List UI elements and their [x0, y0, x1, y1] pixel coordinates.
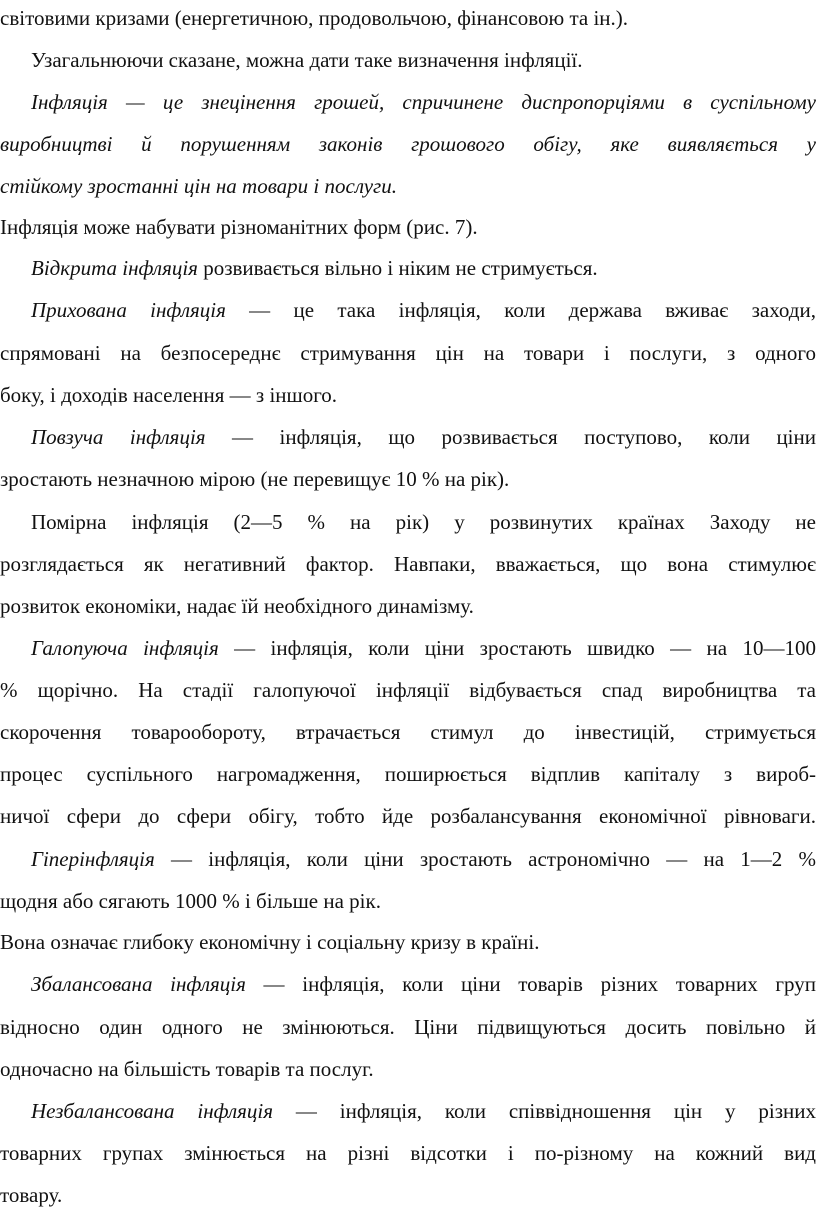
text-run: товару. — [0, 1183, 63, 1207]
text-run: одночасно на більшість товарів та послуг. — [0, 1057, 374, 1081]
hyperinflation-line-2 — [0, 886, 816, 916]
definition-line-1 — [0, 87, 816, 117]
text-run: % щорічно. На стадії галопуючої інфляції відбувається спад виробництва та — [0, 678, 816, 702]
text-run: товарних групах змінюється на різні відсотки і по-різному на кожний вид — [0, 1141, 816, 1165]
text-run: Вона означає глибоку економічну і соціальну кризу в країні. — [0, 930, 540, 954]
hyperinflation-line-3 — [0, 927, 816, 957]
text-run: відносно один одного не змінюються. Ціни підвищуються досить повільно й — [0, 1015, 816, 1039]
italic-term: Галопуюча інфляція — [31, 636, 219, 660]
open-inflation-line — [0, 253, 816, 283]
text-run: — інфляція, коли співвідношення цін у різних — [273, 1099, 816, 1123]
moderate-inflation-line-1 — [0, 507, 816, 537]
hyperinflation-line-1 — [0, 844, 816, 874]
text-line-6 — [0, 212, 816, 242]
galloping-inflation-line-5 — [0, 801, 816, 831]
italic-term: Незбалансована інфляція — [31, 1099, 274, 1123]
text-run: — інфляція, коли ціни зростають астрономічно — на 1—2 % — [154, 847, 816, 871]
galloping-inflation-line-4 — [0, 759, 816, 789]
text-run: скорочення товарообороту, втрачається стимул до інвестицій, стримується — [0, 720, 816, 744]
unbalanced-inflation-line-3 — [0, 1180, 816, 1210]
text-run: Інфляція може набувати різноманітних форм (рис. 7). — [0, 215, 478, 239]
text-run: розглядається як негативний фактор. Навпаки, вважається, що вона стимулює — [0, 552, 816, 576]
text-run: — інфляція, що розвивається поступово, коли ціни — [205, 425, 816, 449]
hidden-inflation-line-3 — [0, 380, 816, 410]
italic-term: Повзуча інфляція — [31, 425, 206, 449]
definition-line-3 — [0, 171, 816, 201]
hidden-inflation-line-2 — [0, 338, 816, 368]
text-line-1 — [0, 3, 816, 33]
definition-line-2 — [0, 129, 816, 159]
galloping-inflation-line-3 — [0, 717, 816, 747]
text-run: Узагальнюючи сказане, можна дати таке визначення інфляції. — [31, 48, 583, 72]
italic-term: Інфляція — це знецінення грошей, спричинене диспропорціями в суспільному — [31, 90, 816, 114]
moderate-inflation-line-3 — [0, 591, 816, 621]
text-run: Помірна інфляція (2—5 % на рік) у розвинутих країнах Заходу не — [31, 510, 816, 534]
italic-term: стійкому зростанні цін на товари і послуги. — [0, 174, 397, 198]
text-run: розвиток економіки, надає їй необхідного динамізму. — [0, 594, 474, 618]
text-run: розвивається вільно і ніким не стримується. — [197, 256, 598, 280]
italic-term: Збалансована інфляція — [31, 972, 246, 996]
balanced-inflation-line-3 — [0, 1054, 816, 1084]
creeping-inflation-line-1 — [0, 422, 816, 452]
italic-term: Гіперінфляція — [31, 847, 155, 871]
text-run: боку, і доходів населення — з іншого. — [0, 383, 338, 407]
unbalanced-inflation-line-2 — [0, 1138, 816, 1168]
text-run: щодня або сягають 1000 % і більше на рік. — [0, 889, 381, 913]
balanced-inflation-line-2 — [0, 1012, 816, 1042]
text-run: процес суспільного нагромадження, поширюється відплив капіталу з вироб- — [0, 762, 816, 786]
text-line-2 — [0, 45, 816, 75]
text-run: світовими кризами (енергетичною, продовольчою, фінансовою та ін.). — [0, 6, 629, 30]
italic-term: виробництві й порушенням законів грошового обігу, яке виявляється у — [0, 132, 816, 156]
text-run: спрямовані на безпосереднє стримування цін на товари і послуги, з одного — [0, 341, 816, 365]
hidden-inflation-line-1 — [0, 295, 816, 325]
text-run: зростають незначною мірою (не перевищує 10 % на рік). — [0, 467, 510, 491]
unbalanced-inflation-line-1 — [0, 1096, 816, 1126]
italic-term: Прихована інфляція — [31, 298, 226, 322]
text-run: — інфляція, коли ціни зростають швидко — на 10—100 — [218, 636, 816, 660]
text-run: ничої сфери до сфери обігу, тобто йде розбалансування економічної рівноваги. — [0, 804, 816, 828]
galloping-inflation-line-1 — [0, 633, 816, 663]
balanced-inflation-line-1 — [0, 969, 816, 999]
galloping-inflation-line-2 — [0, 675, 816, 705]
text-run: — інфляція, коли ціни товарів різних товарних груп — [245, 972, 816, 996]
text-run: — це така інфляція, коли держава вживає заходи, — [225, 298, 816, 322]
moderate-inflation-line-2 — [0, 549, 816, 579]
italic-term: Відкрита інфляція — [31, 256, 198, 280]
creeping-inflation-line-2 — [0, 464, 816, 494]
